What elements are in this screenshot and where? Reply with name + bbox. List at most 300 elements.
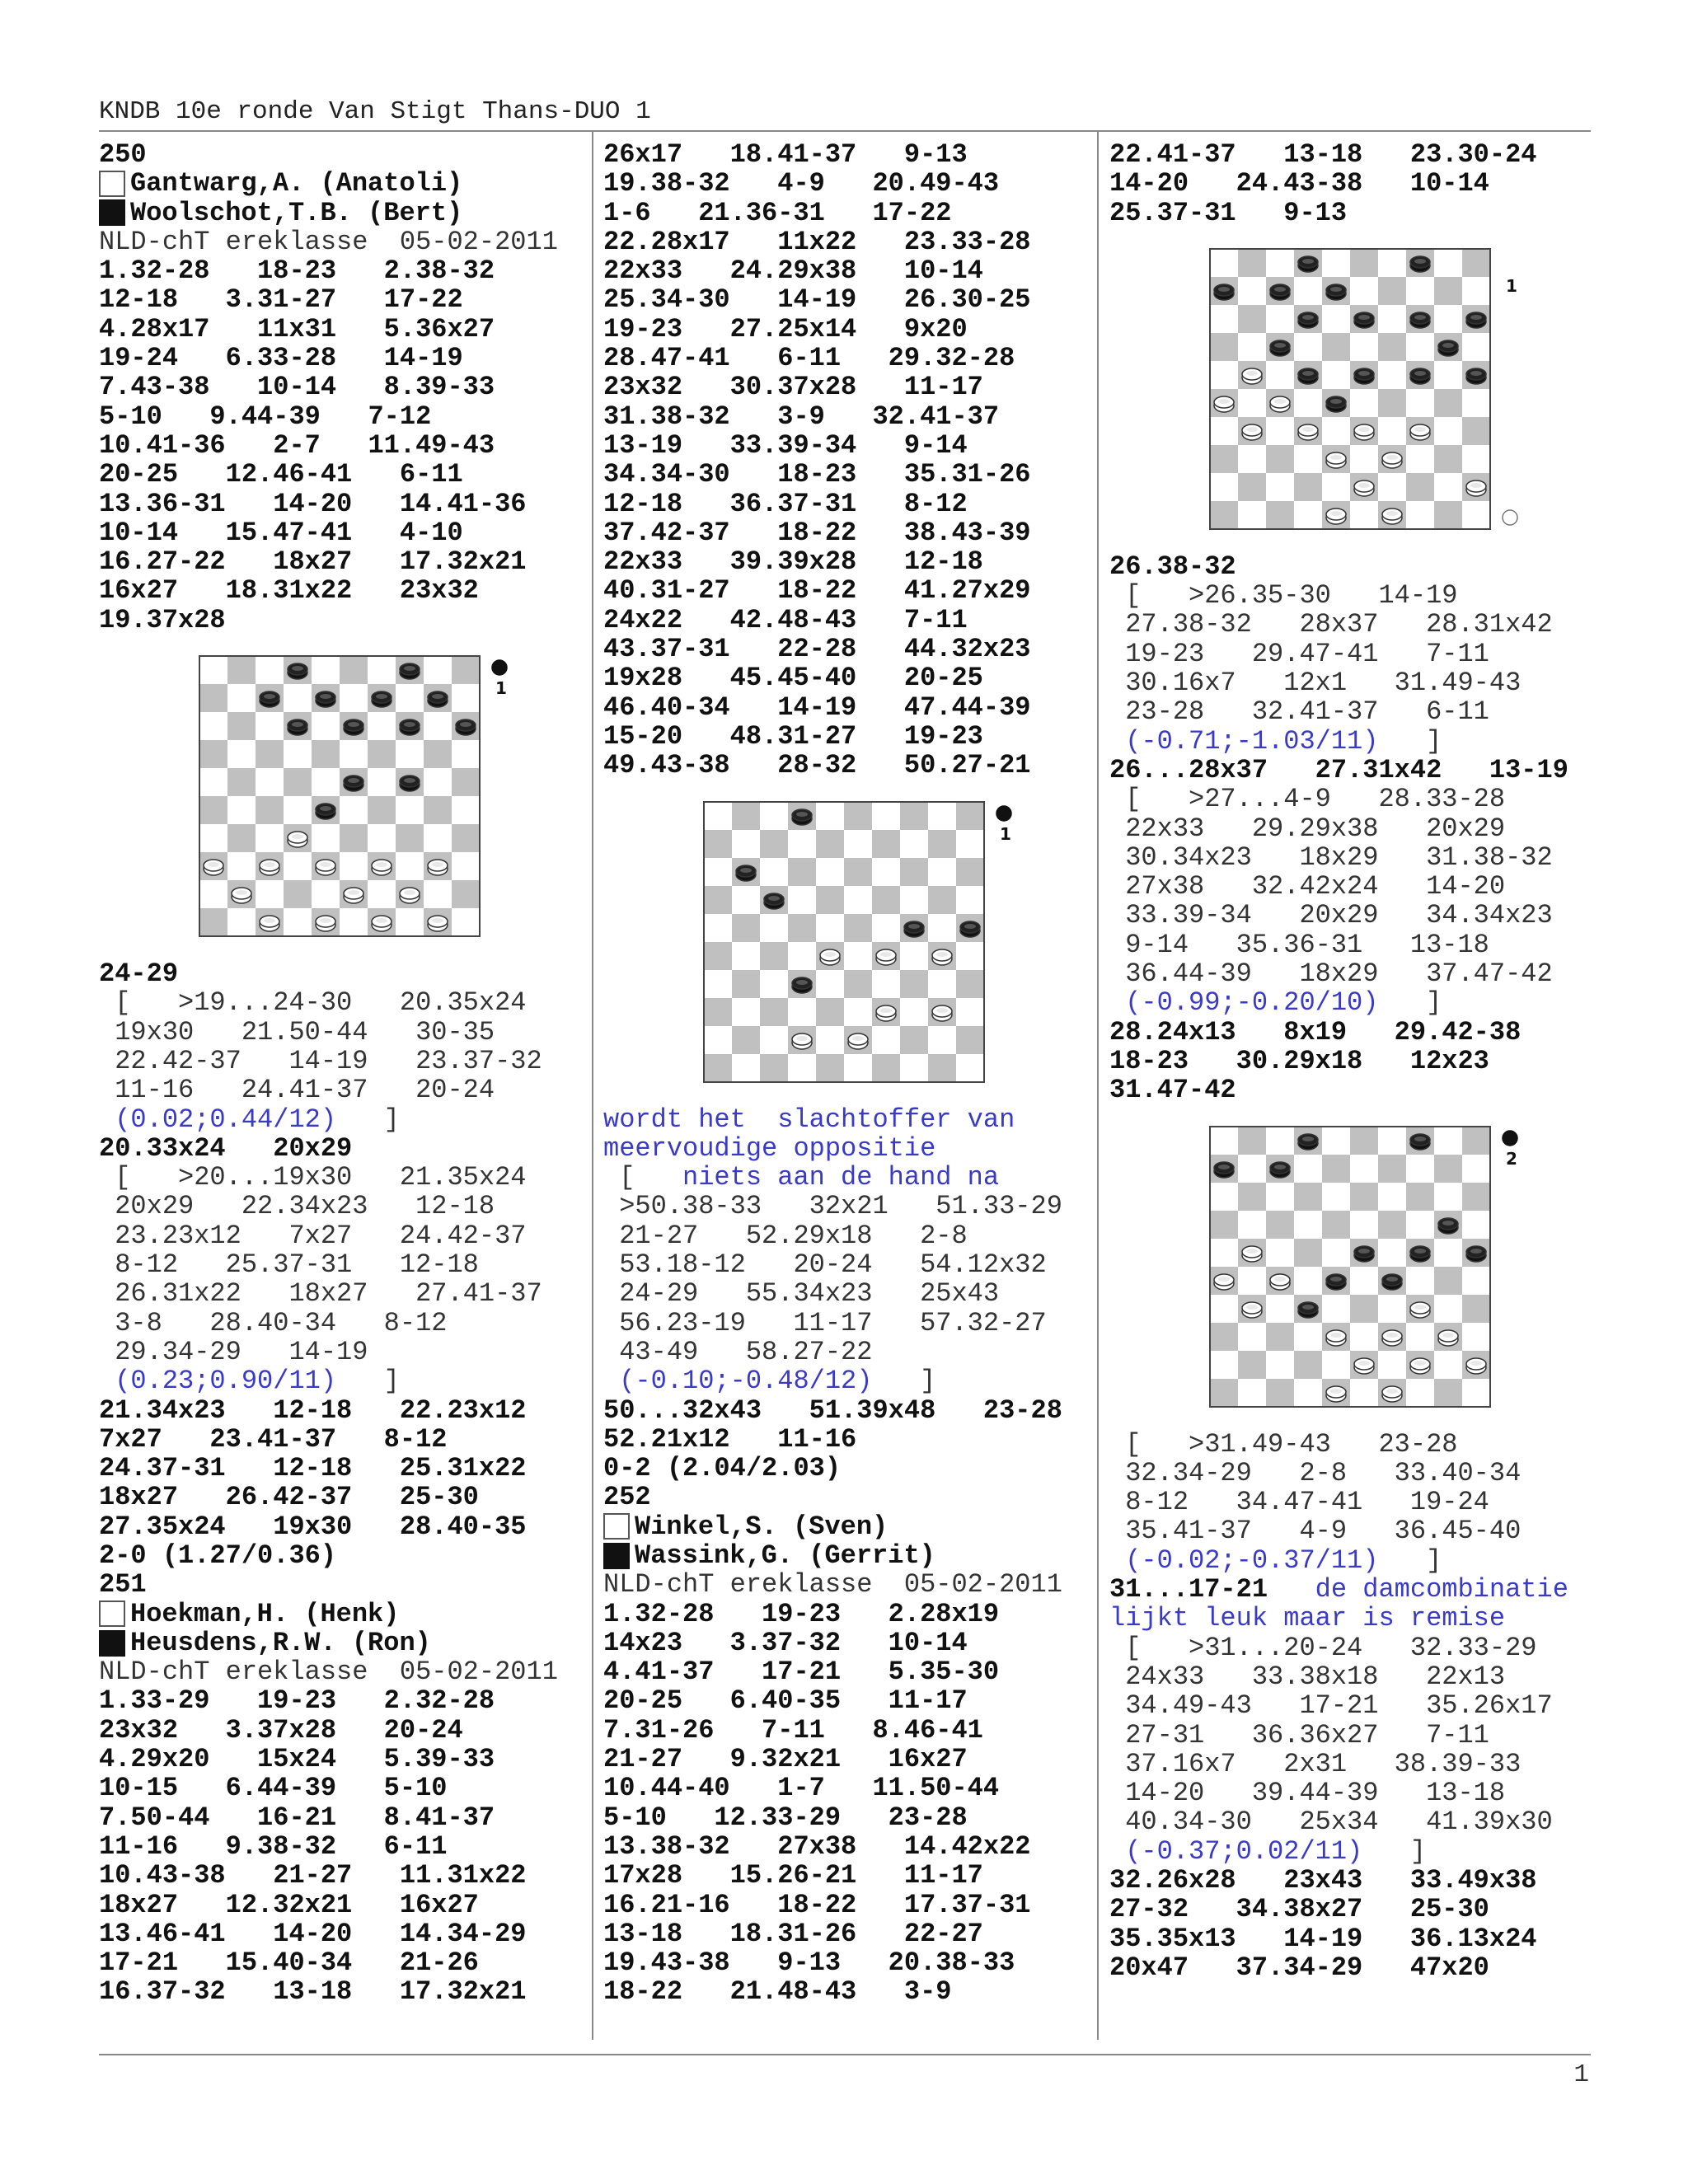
light-square: [788, 886, 816, 914]
move-line: 43.37-31 22-28 44.32x23: [603, 634, 1031, 665]
move-line: 21-27 9.32x21 16x27: [603, 1744, 968, 1775]
light-square: [312, 712, 340, 740]
light-square: [368, 656, 396, 684]
black-piece: [1298, 1302, 1318, 1318]
move-line: 19.38-32 4-9 20.49-43: [603, 168, 1000, 199]
dark-square: [256, 740, 284, 768]
dark-square: [872, 1054, 900, 1082]
light-square: [284, 852, 312, 880]
light-square: [1462, 1155, 1490, 1183]
light-square: [900, 998, 928, 1026]
variation-line: [ >26.35-30 14-19: [1109, 580, 1458, 612]
dark-square: [368, 740, 396, 768]
light-square: [396, 908, 424, 936]
dark-square: [284, 768, 312, 796]
dark-square: [1378, 389, 1406, 417]
light-square: [1210, 1183, 1238, 1211]
light-square: [312, 824, 340, 852]
light-square: [227, 796, 256, 824]
comment-text: niets aan de hand na: [682, 1162, 1000, 1193]
move-number-label: 1: [495, 678, 507, 699]
move-line: 18x27 26.42-37 25-30: [99, 1482, 479, 1513]
move-line: 46.40-34 14-19 47.44-39: [603, 691, 1031, 723]
checkers-board-diagram: [1208, 247, 1548, 532]
light-square: [1266, 417, 1294, 445]
footer-rule: [99, 2054, 1591, 2055]
white-piece: [372, 916, 392, 931]
black-piece: [1270, 340, 1290, 356]
move-line: 20-25 6.40-35 11-17: [603, 1685, 968, 1717]
board-diagram-1: [99, 635, 585, 959]
light-square: [1294, 1267, 1322, 1295]
move-line: 18-23 30.29x18 12x23: [1109, 1045, 1489, 1076]
light-square: [340, 740, 368, 768]
light-square: [396, 740, 424, 768]
move-line: 14-20 24.43-38 10-14: [1109, 168, 1489, 199]
move-number-label: 2: [1506, 1148, 1517, 1169]
light-square: [956, 998, 984, 1026]
dark-square: [1238, 1183, 1266, 1211]
player-label: Wassink,G. (Gerrit): [635, 1540, 935, 1571]
white-piece: [1326, 509, 1346, 524]
dark-square: [1434, 1267, 1462, 1295]
dark-square: [227, 768, 256, 796]
black-piece: [288, 719, 307, 735]
light-square: [816, 970, 844, 998]
dark-square: [1210, 501, 1238, 529]
light-square: [1378, 1295, 1406, 1323]
light-square: [704, 914, 732, 942]
light-square: [1322, 249, 1350, 277]
dark-square: [1350, 1295, 1378, 1323]
dark-square: [227, 656, 256, 684]
light-square: [1238, 333, 1266, 361]
black-piece: [428, 691, 448, 707]
light-square: [732, 1054, 760, 1082]
light-square: [900, 886, 928, 914]
light-square: [199, 824, 227, 852]
black-piece: [792, 977, 812, 993]
dark-square: [1462, 417, 1490, 445]
light-square: [199, 712, 227, 740]
light-square: [284, 796, 312, 824]
move-line: 13-18 18.31-26 22-27: [603, 1918, 983, 1949]
variation-line: 43-49 58.27-22: [603, 1336, 873, 1367]
move-line: 19x28 45.45-40 20-25: [603, 663, 983, 694]
white-piece: [1382, 1330, 1402, 1346]
light-square: [844, 830, 872, 858]
black-piece: [260, 691, 279, 707]
dark-square: [1434, 445, 1462, 473]
light-square: [1462, 501, 1490, 529]
page-header: KNDB 10e ronde Van Stigt Thans-DUO 1: [99, 97, 651, 126]
light-square: [227, 852, 256, 880]
black-piece: [400, 719, 420, 735]
black-square-icon: [99, 1630, 125, 1657]
move-line: 18x27 12.32x21 16x27: [99, 1889, 479, 1920]
dark-square: [1434, 389, 1462, 417]
black-piece: [1410, 368, 1430, 384]
light-square: [872, 858, 900, 886]
black-piece: [1410, 256, 1430, 272]
white-piece: [232, 888, 251, 903]
column-3: [1109, 140, 1596, 1982]
light-square: [1266, 1239, 1294, 1267]
dark-square: [1462, 1295, 1490, 1323]
black-piece: [1438, 340, 1458, 356]
white-player-name: [99, 169, 585, 198]
light-square: [1462, 277, 1490, 305]
dark-square: [704, 830, 732, 858]
variation-line: NLD-chT ereklasse 05-02-2011: [603, 1569, 1062, 1601]
move-line: 5-10 9.44-39 7-12: [99, 401, 432, 432]
dark-square: [816, 830, 844, 858]
light-square: [956, 886, 984, 914]
light-square: [1378, 1127, 1406, 1155]
light-square: [256, 656, 284, 684]
move-line: 15-20 48.31-27 19-23: [603, 720, 983, 752]
move-line: 24-29: [99, 958, 179, 990]
light-square: [424, 656, 452, 684]
black-square-icon: [603, 1543, 630, 1569]
dark-square: [1238, 473, 1266, 501]
variation-line: 30.16x7 12x1 31.49-43: [1109, 668, 1522, 699]
move-line: 0-2 (2.04/2.03): [603, 1453, 842, 1484]
move-line: 251: [99, 1569, 147, 1601]
light-square: [1294, 333, 1322, 361]
light-square: [1406, 1267, 1434, 1295]
light-square: [1434, 1239, 1462, 1267]
column-divider: [592, 132, 593, 2040]
light-square: [1210, 1239, 1238, 1267]
dark-square: [760, 830, 788, 858]
white-piece: [876, 1005, 896, 1021]
player-label: Gantwarg,A. (Anatoli): [130, 168, 463, 199]
light-square: [284, 684, 312, 712]
light-square: [1322, 473, 1350, 501]
checkers-board-diagram: [702, 800, 1042, 1085]
black-piece: [1410, 1134, 1430, 1150]
white-piece: [1410, 424, 1430, 440]
dark-square: [732, 1026, 760, 1054]
dark-square: [1462, 1183, 1490, 1211]
dark-square: [760, 998, 788, 1026]
move-line: 35.35x13 14-19 36.13x24: [1109, 1923, 1537, 1954]
white-piece: [288, 832, 307, 847]
black-piece: [400, 663, 420, 679]
black-piece: [1298, 312, 1318, 328]
light-square: [928, 858, 956, 886]
white-piece: [1466, 480, 1486, 496]
move-line: 49.43-38 28-32 50.27-21: [603, 750, 1031, 781]
dark-square: [424, 740, 452, 768]
dark-square: [1238, 305, 1266, 333]
black-piece: [1326, 396, 1346, 412]
move-line: 13-19 33.39-34 9-14: [603, 429, 968, 461]
black-piece: [1298, 256, 1318, 272]
dark-square: [424, 796, 452, 824]
player-label: Winkel,S. (Sven): [635, 1511, 889, 1542]
move-line: 7.50-44 16-21 8.41-37: [99, 1802, 495, 1833]
light-square: [1266, 249, 1294, 277]
light-square: [340, 852, 368, 880]
dark-square: [1210, 445, 1238, 473]
light-square: [732, 830, 760, 858]
black-piece: [1270, 284, 1290, 300]
white-piece: [316, 916, 335, 931]
dark-square: [199, 908, 227, 936]
dark-square: [227, 824, 256, 852]
light-square: [1378, 1239, 1406, 1267]
light-square: [928, 802, 956, 830]
player-label: Woolschot,T.B. (Bert): [130, 197, 463, 228]
light-square: [256, 768, 284, 796]
light-square: [1210, 249, 1238, 277]
variation-line: [ >19...24-30 20.35x24: [99, 987, 527, 1019]
move-line: 10-15 6.44-39 5-10: [99, 1773, 448, 1804]
variation-line: 37.16x7 2x31 38.39-33: [1109, 1748, 1522, 1779]
dark-square: [340, 824, 368, 852]
light-square: [452, 684, 480, 712]
board-diagram-2: [603, 780, 1090, 1105]
move-line: 22.41-37 13-18 23.30-24: [1109, 139, 1537, 170]
move-line: 19-24 6.33-28 14-19: [99, 343, 463, 374]
light-square: [199, 656, 227, 684]
move-line: 40.31-27 18-22 41.27x29: [603, 575, 1031, 607]
move-line: 34.34-30 18-23 35.31-26: [603, 459, 1031, 490]
white-piece: [316, 860, 335, 875]
light-square: [1462, 445, 1490, 473]
white-piece: [848, 1033, 868, 1049]
light-square: [368, 768, 396, 796]
black-piece: [1214, 284, 1234, 300]
white-player-name: [603, 1512, 1090, 1541]
dark-square: [1462, 1127, 1490, 1155]
move-line: 20.33x24 20x29: [99, 1132, 353, 1164]
move-line: 26.38-32: [1109, 551, 1236, 582]
move-line: 16.27-22 18x27 17.32x21: [99, 546, 527, 578]
dark-square: [844, 914, 872, 942]
light-square: [788, 942, 816, 970]
light-square: [788, 830, 816, 858]
dark-square: [1462, 249, 1490, 277]
light-square: [1406, 1379, 1434, 1407]
checkers-board-diagram: [1208, 1125, 1548, 1410]
header-rule: [99, 130, 1591, 132]
light-square: [1406, 389, 1434, 417]
white-piece: [344, 888, 363, 903]
dark-square: [760, 942, 788, 970]
light-square: [900, 1054, 928, 1082]
dark-square: [1434, 1155, 1462, 1183]
white-piece: [1270, 1274, 1290, 1290]
light-square: [1238, 445, 1266, 473]
light-square: [732, 886, 760, 914]
light-square: [1294, 277, 1322, 305]
black-piece: [1410, 1246, 1430, 1262]
light-square: [760, 858, 788, 886]
variation-line: 53.18-12 20-24 54.12x32: [603, 1249, 1047, 1281]
light-square: [1238, 389, 1266, 417]
light-square: [1210, 1295, 1238, 1323]
variation-line: 34.49-43 17-21 35.26x17: [1109, 1690, 1553, 1722]
black-piece: [960, 921, 980, 937]
light-square: [704, 858, 732, 886]
bracket-close: ]: [1378, 987, 1442, 1019]
move-line: 5-10 12.33-29 23-28: [603, 1802, 968, 1833]
dark-square: [1322, 1155, 1350, 1183]
light-square: [1350, 501, 1378, 529]
light-square: [1322, 305, 1350, 333]
dark-square: [199, 796, 227, 824]
black-piece: [1354, 312, 1374, 328]
move-line: 10.44-40 1-7 11.50-44: [603, 1773, 1000, 1804]
dark-square: [788, 914, 816, 942]
variation-line: NLD-chT ereklasse 05-02-2011: [99, 1657, 558, 1688]
variation-line: 11-16 24.41-37 20-24: [99, 1075, 495, 1106]
variation-line: 8-12 25.37-31 12-18: [99, 1249, 479, 1281]
light-square: [1378, 1351, 1406, 1379]
white-piece: [1270, 396, 1290, 412]
board-diagram-4: [1109, 1105, 1596, 1430]
variation-line: 21-27 52.29x18 2-8: [603, 1220, 968, 1251]
light-square: [1406, 1155, 1434, 1183]
light-square: [788, 1054, 816, 1082]
white-piece: [1326, 1330, 1346, 1346]
variation-line: 20x29 22.34x23 12-18: [99, 1191, 495, 1222]
white-piece: [1354, 424, 1374, 440]
dark-square: [1378, 333, 1406, 361]
variation-line: [ >31.49-43 23-28: [1109, 1428, 1458, 1460]
move-line: 26x17 18.41-37 9-13: [603, 139, 968, 170]
dark-square: [788, 858, 816, 886]
light-square: [1378, 1183, 1406, 1211]
light-square: [1406, 501, 1434, 529]
dark-square: [1238, 1127, 1266, 1155]
dark-square: [1210, 1323, 1238, 1351]
move-line: 21.34x23 12-18 22.23x12: [99, 1394, 527, 1426]
light-square: [816, 914, 844, 942]
light-square: [704, 970, 732, 998]
dark-square: [704, 998, 732, 1026]
light-square: [1322, 1351, 1350, 1379]
variation-line: 27.38-32 28x37 28.31x42: [1109, 609, 1553, 640]
move-line: 31...17-21 de damcombinatie: [1109, 1574, 1568, 1605]
light-square: [1462, 1211, 1490, 1239]
white-piece: [1382, 452, 1402, 468]
light-square: [1350, 277, 1378, 305]
light-square: [1406, 1323, 1434, 1351]
light-square: [1378, 361, 1406, 389]
black-piece: [372, 691, 392, 707]
dark-square: [1210, 1211, 1238, 1239]
move-line: 13.46-41 14-20 14.34-29: [99, 1918, 527, 1949]
dark-square: [872, 830, 900, 858]
move-line: 4.41-37 17-21 5.35-30: [603, 1657, 1000, 1688]
move-number-label: 1: [1000, 823, 1011, 844]
light-square: [1350, 1323, 1378, 1351]
white-piece: [1298, 424, 1318, 440]
move-number-label: 1: [1506, 275, 1517, 296]
dark-square: [1266, 1379, 1294, 1407]
light-square: [844, 942, 872, 970]
black-player-name: [603, 1541, 1090, 1570]
variation-line: 14-20 39.44-39 13-18: [1109, 1778, 1506, 1809]
dark-square: [1378, 1155, 1406, 1183]
move-line: 252: [603, 1482, 651, 1513]
variation-line: 3-8 28.40-34 8-12: [99, 1307, 448, 1338]
dark-square: [284, 880, 312, 908]
move-line: 4.28x17 11x31 5.36x27: [99, 313, 495, 344]
light-square: [1350, 1155, 1378, 1183]
evaluation-comment: lijkt leuk maar is remise: [1109, 1603, 1506, 1634]
dark-square: [816, 998, 844, 1026]
light-square: [928, 1026, 956, 1054]
side-to-move-indicator: [1503, 510, 1517, 525]
dark-square: [732, 802, 760, 830]
variation-line: 19x30 21.50-44 30-35: [99, 1016, 495, 1047]
bracket-close: ]: [1362, 1835, 1427, 1867]
dark-square: [1294, 473, 1322, 501]
light-square: [872, 970, 900, 998]
light-square: [227, 908, 256, 936]
side-to-move-indicator: [1503, 1131, 1517, 1146]
variation-line: 23-28 32.41-37 6-11: [1109, 696, 1489, 728]
light-square: [844, 886, 872, 914]
light-square: [284, 908, 312, 936]
variation-line: 35.41-37 4-9 36.45-40: [1109, 1516, 1522, 1547]
light-square: [928, 914, 956, 942]
light-square: [1462, 1323, 1490, 1351]
light-square: [1266, 473, 1294, 501]
black-piece: [400, 776, 420, 791]
dark-square: [928, 1054, 956, 1082]
black-piece: [344, 776, 363, 791]
dark-square: [199, 740, 227, 768]
column-1: [99, 140, 585, 2007]
variation-line: 8-12 34.47-41 19-24: [1109, 1487, 1489, 1518]
move-line: 28.47-41 6-11 29.32-28: [603, 343, 1015, 374]
white-piece: [876, 949, 896, 965]
dark-square: [704, 886, 732, 914]
light-square: [396, 852, 424, 880]
white-piece: [1326, 452, 1346, 468]
white-piece: [820, 949, 840, 965]
dark-square: [732, 970, 760, 998]
move-line: 19-23 27.25x14 9x20: [603, 313, 968, 344]
move-line: 22x33 39.39x28 12-18: [603, 546, 983, 578]
dark-square: [340, 656, 368, 684]
light-square: [368, 880, 396, 908]
dark-square: [900, 1026, 928, 1054]
move-line: 26...28x37 27.31x42 13-19: [1109, 754, 1568, 785]
column-2: [603, 140, 1090, 2007]
light-square: [1462, 333, 1490, 361]
variation-line: >50.38-33 32x21 51.33-29: [603, 1191, 1062, 1222]
light-square: [1238, 1267, 1266, 1295]
light-square: [900, 830, 928, 858]
white-piece: [1326, 1386, 1346, 1402]
light-square: [732, 942, 760, 970]
light-square: [760, 914, 788, 942]
light-square: [1378, 473, 1406, 501]
light-square: [396, 796, 424, 824]
move-line: 7.43-38 10-14 8.39-33: [99, 372, 495, 403]
evaluation-comment: (0.02;0.44/12) ]: [99, 1104, 400, 1135]
evaluation-comment: (0.23;0.90/11) ]: [99, 1366, 400, 1397]
light-square: [1350, 445, 1378, 473]
evaluation-comment: (-0.37;0.02/11) ]: [1109, 1835, 1427, 1867]
